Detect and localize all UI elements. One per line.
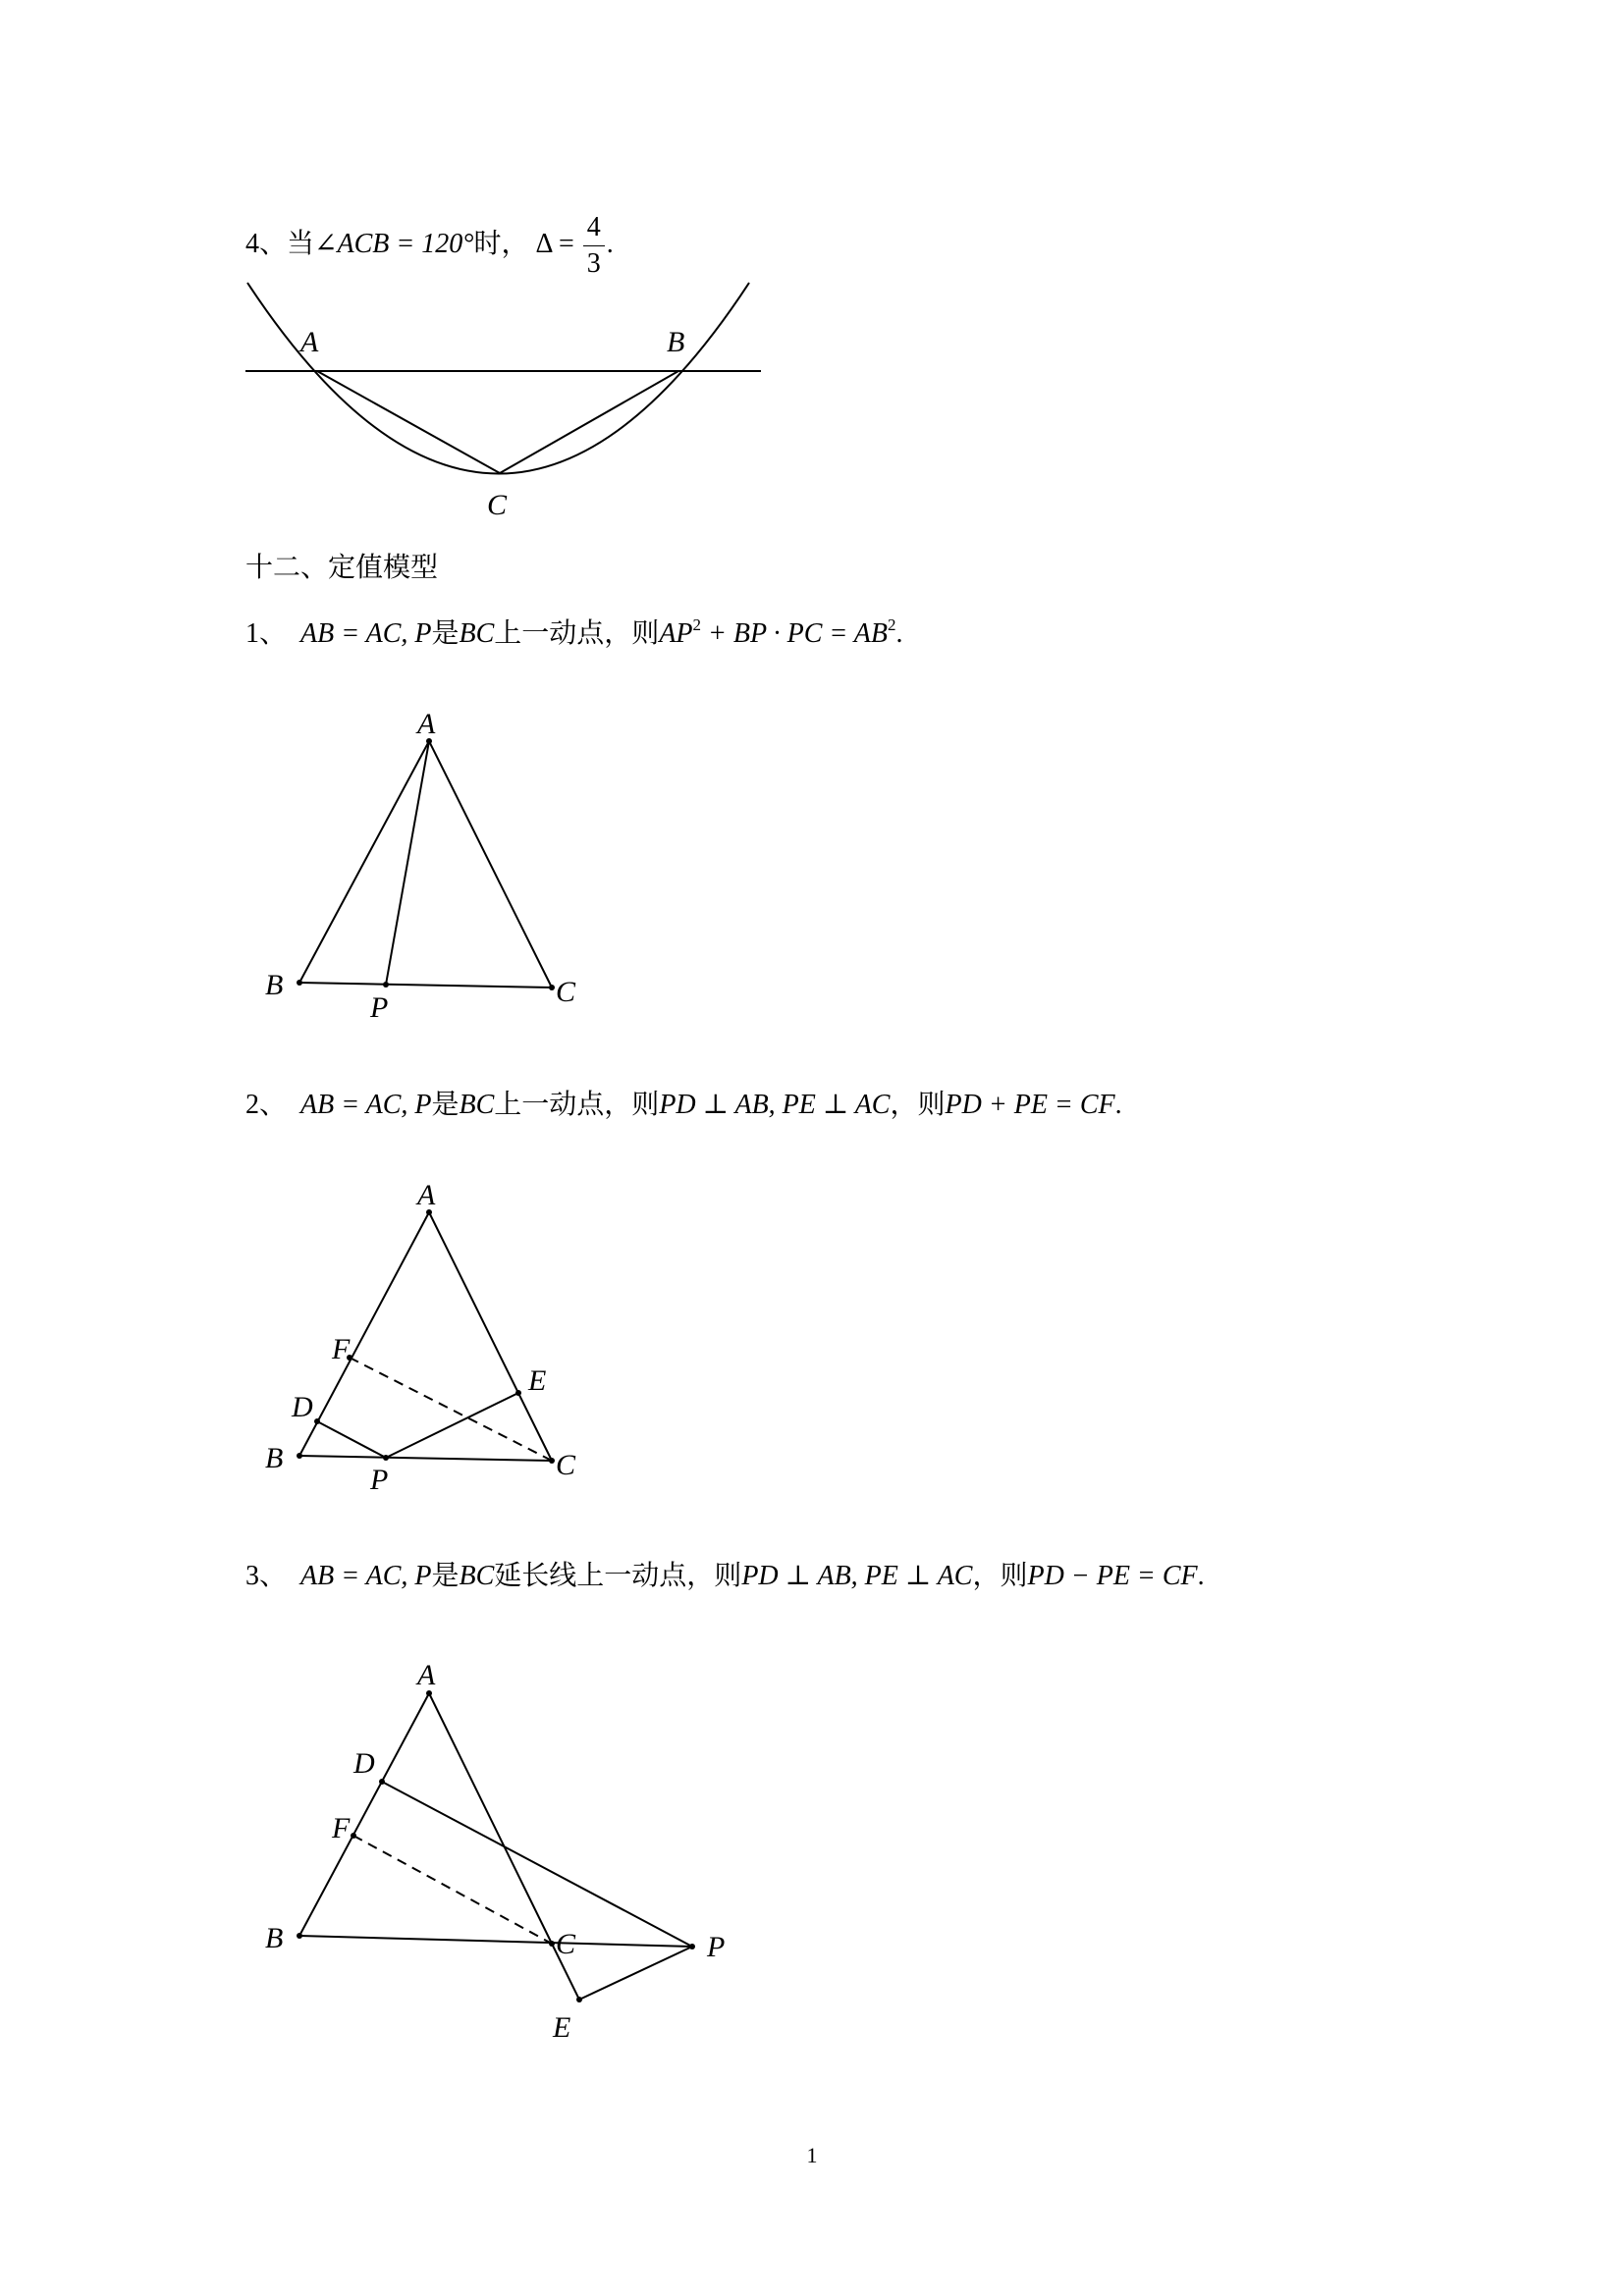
term: + BP · PC = AB [701, 618, 889, 649]
segment: BC [459, 1561, 495, 1591]
perpendicular-condition: PD ⊥ AB, PE ⊥ AC [659, 1090, 891, 1120]
label-A: A [417, 708, 436, 740]
fraction-numerator: 4 [583, 210, 605, 246]
segment: BC [459, 618, 495, 649]
label-D: D [353, 1747, 375, 1780]
exponent: 2 [888, 615, 896, 634]
text: ，则 [890, 1090, 946, 1120]
exponent: 2 [692, 615, 702, 634]
label-C: C [556, 1449, 576, 1481]
label-P: P [370, 1464, 389, 1496]
text: 是 [431, 618, 460, 649]
delta-expression: Δ = [535, 228, 574, 259]
label-C: C [487, 489, 508, 521]
period: . [1197, 1561, 1205, 1591]
result-expression: PD + PE = CF [945, 1090, 1115, 1120]
condition: AB = AC, P [300, 1561, 432, 1591]
label-F: F [332, 1812, 351, 1844]
result-expression: PD − PE = CF [1027, 1561, 1198, 1591]
label-A: A [417, 1659, 436, 1691]
item-index: 1、 [245, 618, 288, 649]
text: 时， [473, 228, 529, 259]
item-index: 2、 [245, 1090, 288, 1120]
label-B: B [265, 1442, 284, 1474]
term: AP [659, 618, 693, 649]
text: 上一动点，则 [494, 618, 660, 649]
label-P: P [707, 1931, 726, 1963]
period: . [1114, 1090, 1122, 1120]
text: 延长线上一动点，则 [494, 1561, 742, 1591]
label-A: A [300, 326, 319, 358]
label-B: B [265, 1922, 284, 1954]
condition: AB = AC, P [300, 1090, 432, 1120]
section-12-title: 十二、定值模型 [245, 553, 439, 583]
label-B: B [667, 326, 685, 358]
text: ，则 [972, 1561, 1028, 1591]
fraction-denominator: 3 [586, 248, 601, 279]
label-P: P [370, 991, 389, 1024]
label-C: C [556, 1928, 576, 1960]
page-number: 1 [806, 2143, 818, 2167]
label-E: E [528, 1364, 547, 1397]
segment: BC [459, 1090, 495, 1120]
label-E: E [553, 2011, 571, 2044]
condition: AB = AC, P [300, 618, 432, 649]
perpendicular-condition: PD ⊥ AB, PE ⊥ AC [741, 1561, 973, 1591]
label-C: C [556, 976, 576, 1008]
label-D: D [292, 1391, 313, 1423]
text: 是 [431, 1561, 460, 1591]
item-index: 4、 [245, 228, 288, 259]
angle-expression: ∠ACB = 120° [314, 228, 474, 259]
period: . [606, 228, 614, 259]
text: 是 [431, 1090, 460, 1120]
label-F: F [332, 1333, 351, 1365]
text: 上一动点，则 [494, 1090, 660, 1120]
item-index: 3、 [245, 1561, 288, 1591]
text: 当 [287, 228, 315, 259]
label-A: A [417, 1179, 436, 1211]
label-B: B [265, 969, 284, 1001]
period: . [895, 618, 903, 649]
